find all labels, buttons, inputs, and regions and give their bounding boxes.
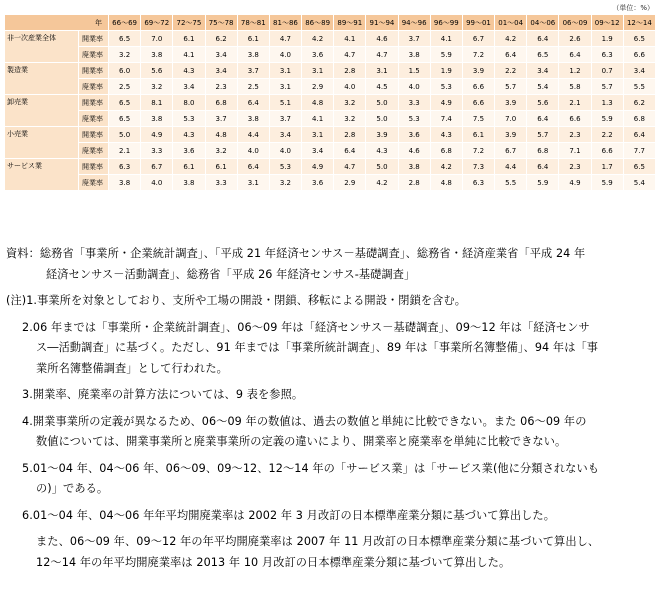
rate-cell: 2.6 — [559, 31, 591, 47]
metric-label: 廃業率 — [79, 79, 109, 95]
rate-cell: 2.3 — [559, 159, 591, 175]
rate-cell: 4.0 — [398, 79, 430, 95]
rate-cell: 7.4 — [430, 111, 462, 127]
rate-cell: 4.1 — [302, 111, 334, 127]
rate-cell: 3.4 — [527, 63, 559, 79]
rate-cell: 6.0 — [109, 63, 141, 79]
rate-cell: 6.4 — [559, 47, 591, 63]
rate-cell: 6.5 — [109, 95, 141, 111]
rate-cell: 5.9 — [430, 47, 462, 63]
rate-cell: 2.9 — [302, 79, 334, 95]
rate-cell: 3.7 — [398, 31, 430, 47]
rate-cell: 6.6 — [462, 79, 494, 95]
rate-cell: 4.2 — [366, 175, 398, 191]
rate-cell: 6.4 — [623, 127, 655, 143]
rate-cell: 4.0 — [141, 175, 173, 191]
rate-cell: 6.7 — [495, 143, 527, 159]
rate-cell: 3.1 — [237, 175, 269, 191]
rate-cell: 6.7 — [141, 159, 173, 175]
rate-cell: 6.4 — [237, 159, 269, 175]
note-1: (注)1.事業所を対象としており、支所や工場の開設・閉鎖、移転による開設・閉鎖を含む。 — [6, 294, 467, 307]
rate-cell: 4.9 — [430, 95, 462, 111]
rate-cell: 4.0 — [269, 143, 301, 159]
rate-cell: 1.3 — [591, 95, 623, 111]
rate-cell: 3.3 — [141, 143, 173, 159]
rate-cell: 6.2 — [623, 95, 655, 111]
table-row — [5, 31, 656, 47]
rate-cell: 7.3 — [462, 159, 494, 175]
rate-cell: 5.7 — [527, 127, 559, 143]
rate-cell: 1.7 — [591, 159, 623, 175]
rate-cell: 6.3 — [109, 159, 141, 175]
rate-cell: 5.7 — [495, 79, 527, 95]
year-header-cell: 86～89 — [302, 15, 334, 31]
rate-cell: 7.0 — [141, 31, 173, 47]
note-2: 2.06 年までは「事業所・企業統計調査」、06～09 年は「経済センサス－基礎調査」、09～12 年は「経済センサ — [22, 320, 590, 334]
rate-cell: 2.8 — [334, 63, 366, 79]
year-header-cell: 96～99 — [430, 15, 462, 31]
rate-cell: 3.1 — [269, 63, 301, 79]
rate-cell: 2.1 — [559, 95, 591, 111]
year-header-cell: 94～96 — [398, 15, 430, 31]
metric-label: 開業率 — [79, 31, 109, 47]
rate-cell: 4.2 — [302, 31, 334, 47]
note-6-cont: また、06～09 年、09～12 年の年平均開廃業率は 2007 年 11 月改訂の日本標準産業分類に基づいて算出し、 — [36, 535, 600, 548]
metric-label: 開業率 — [79, 159, 109, 175]
year-header-cell: 91～94 — [366, 15, 398, 31]
note-2-cont: ス―活動調査」に基づく。ただし、91 年までは「事業所統計調査」、89 年は「事業所名簿整備」、94 年は「事 — [36, 341, 599, 354]
metric-label: 廃業率 — [79, 47, 109, 63]
rate-cell: 6.1 — [173, 31, 205, 47]
rate-cell: 4.4 — [495, 159, 527, 175]
rate-cell: 5.1 — [269, 95, 301, 111]
rate-cell: 4.0 — [269, 47, 301, 63]
note-3: 3.開業率、廃業率の計算方法については、9 表を参照。 — [22, 388, 304, 401]
rate-cell: 5.5 — [623, 79, 655, 95]
rate-cell: 7.7 — [623, 143, 655, 159]
rate-cell: 4.7 — [366, 47, 398, 63]
rate-cell: 8.0 — [173, 95, 205, 111]
rate-cell: 6.6 — [462, 95, 494, 111]
rate-cell: 6.3 — [462, 175, 494, 191]
rate-cell: 4.4 — [237, 127, 269, 143]
rate-cell: 2.1 — [109, 143, 141, 159]
rate-cell: 4.2 — [430, 159, 462, 175]
rate-cell: 6.4 — [527, 111, 559, 127]
rate-cell: 5.7 — [591, 79, 623, 95]
industry-label: 小売業 — [5, 127, 79, 159]
rate-cell: 5.0 — [109, 127, 141, 143]
rate-cell: 3.1 — [302, 127, 334, 143]
rate-cell: 3.7 — [269, 111, 301, 127]
rate-cell: 3.1 — [366, 63, 398, 79]
rate-cell: 3.4 — [302, 143, 334, 159]
year-header-cell: 99～01 — [462, 15, 494, 31]
rate-cell: 6.1 — [462, 127, 494, 143]
rate-cell: 0.7 — [591, 63, 623, 79]
source-line-cont: 経済センサス－活動調査」、総務省「平成 26 年経済センサス-基礎調査」 — [46, 267, 416, 281]
metric-label: 廃業率 — [79, 111, 109, 127]
year-header-cell: 09～12 — [591, 15, 623, 31]
rate-cell: 1.5 — [398, 63, 430, 79]
rate-cell: 3.9 — [495, 95, 527, 111]
rate-cell: 6.5 — [623, 159, 655, 175]
rate-cell: 3.4 — [269, 127, 301, 143]
rate-cell: 5.5 — [495, 175, 527, 191]
rate-cell: 6.4 — [495, 47, 527, 63]
rate-cell: 6.1 — [237, 31, 269, 47]
rate-cell: 1.2 — [559, 63, 591, 79]
rate-cell: 6.8 — [623, 111, 655, 127]
rate-cell: 4.8 — [205, 127, 237, 143]
rate-cell: 4.7 — [334, 47, 366, 63]
rate-cell: 3.8 — [173, 175, 205, 191]
rate-cell: 4.9 — [559, 175, 591, 191]
rate-cell: 4.5 — [366, 79, 398, 95]
rate-cell: 3.2 — [205, 143, 237, 159]
rate-cell: 2.2 — [591, 127, 623, 143]
rate-cell: 3.7 — [205, 111, 237, 127]
table-row — [5, 127, 656, 143]
year-header-cell: 06～09 — [559, 15, 591, 31]
rate-cell: 5.3 — [398, 111, 430, 127]
rate-cell: 6.6 — [559, 111, 591, 127]
rate-cell: 2.3 — [205, 79, 237, 95]
open-close-rate-table — [4, 14, 656, 191]
rate-cell: 3.3 — [205, 175, 237, 191]
rate-cell: 3.1 — [269, 79, 301, 95]
rate-cell: 5.9 — [527, 175, 559, 191]
industry-label: 製造業 — [5, 63, 79, 95]
rate-cell: 4.3 — [173, 127, 205, 143]
rate-cell: 5.0 — [366, 95, 398, 111]
metric-label: 開業率 — [79, 95, 109, 111]
rate-cell: 3.4 — [173, 79, 205, 95]
rate-cell: 3.8 — [398, 47, 430, 63]
rate-cell: 3.9 — [366, 127, 398, 143]
rate-cell: 3.4 — [623, 63, 655, 79]
rate-cell: 6.4 — [527, 31, 559, 47]
rate-cell: 3.4 — [205, 63, 237, 79]
rate-cell: 3.8 — [141, 111, 173, 127]
rate-cell: 1.9 — [591, 31, 623, 47]
rate-cell: 4.3 — [430, 127, 462, 143]
rate-cell: 6.5 — [623, 31, 655, 47]
rate-cell: 5.3 — [430, 79, 462, 95]
rate-cell: 5.8 — [559, 79, 591, 95]
rate-cell: 6.4 — [237, 95, 269, 111]
table-row — [5, 175, 656, 191]
rate-cell: 8.1 — [141, 95, 173, 111]
table-header-row — [5, 15, 656, 31]
rate-cell: 3.3 — [398, 95, 430, 111]
rate-cell: 4.9 — [302, 159, 334, 175]
notes-section — [6, 244, 658, 573]
rate-cell: 7.5 — [462, 111, 494, 127]
rate-cell: 7.0 — [495, 111, 527, 127]
rate-cell: 3.2 — [334, 111, 366, 127]
rate-cell: 3.8 — [237, 111, 269, 127]
rate-cell: 3.8 — [398, 159, 430, 175]
rate-cell: 2.3 — [559, 127, 591, 143]
table-row — [5, 95, 656, 111]
rate-cell: 7.1 — [559, 143, 591, 159]
year-header-cell: 78～81 — [237, 15, 269, 31]
rate-cell: 5.3 — [269, 159, 301, 175]
rate-cell: 5.4 — [623, 175, 655, 191]
table-row — [5, 143, 656, 159]
rate-cell: 4.7 — [269, 31, 301, 47]
rate-cell: 3.2 — [141, 79, 173, 95]
year-header-cell: 75～78 — [205, 15, 237, 31]
rate-cell: 2.8 — [334, 127, 366, 143]
rate-cell: 4.3 — [173, 63, 205, 79]
rate-cell: 4.6 — [366, 31, 398, 47]
rate-cell: 4.8 — [430, 175, 462, 191]
table-row — [5, 159, 656, 175]
rate-cell: 3.9 — [462, 63, 494, 79]
rate-cell: 6.3 — [591, 47, 623, 63]
industry-label: 非一次産業全体 — [5, 31, 79, 63]
rate-cell: 6.7 — [462, 31, 494, 47]
rate-cell: 6.1 — [205, 159, 237, 175]
rate-cell: 6.8 — [430, 143, 462, 159]
rate-cell: 6.5 — [109, 111, 141, 127]
table-row — [5, 47, 656, 63]
note-6-cont: 12～14 年の年平均開廃業率は 2013 年 10 月改訂の日本標準産業分類に基づいて算出した。 — [36, 555, 511, 569]
rate-cell: 5.9 — [591, 175, 623, 191]
rate-cell: 3.2 — [334, 95, 366, 111]
rate-cell: 5.3 — [173, 111, 205, 127]
note-4: 4.開業事業所の定義が異なるため、06～09 年の数値は、過去の数値と単純に比較できない。また 06～09 年の — [22, 414, 587, 428]
rate-cell: 3.6 — [302, 47, 334, 63]
rate-cell: 3.8 — [237, 47, 269, 63]
rate-cell: 4.2 — [495, 31, 527, 47]
metric-label: 開業率 — [79, 63, 109, 79]
note-5-cont: の)」である。 — [36, 482, 109, 495]
rate-cell: 3.2 — [109, 47, 141, 63]
note-5: 5.01～04 年、04～06 年、06～09、09～12、12～14 年の「サービス業」は「サービス業(他に分類されないも — [22, 461, 600, 475]
year-header-cell: 89～91 — [334, 15, 366, 31]
rate-cell: 5.0 — [366, 159, 398, 175]
rate-cell: 4.3 — [366, 143, 398, 159]
industry-label: 卸売業 — [5, 95, 79, 127]
rate-cell: 4.0 — [237, 143, 269, 159]
metric-label: 廃業率 — [79, 175, 109, 191]
metric-label: 開業率 — [79, 127, 109, 143]
rate-cell: 6.1 — [173, 159, 205, 175]
rate-cell: 6.5 — [527, 47, 559, 63]
rate-cell: 2.2 — [495, 63, 527, 79]
rate-cell: 3.7 — [237, 63, 269, 79]
rate-cell: 3.9 — [495, 127, 527, 143]
rate-cell: 6.5 — [109, 31, 141, 47]
rate-cell: 2.8 — [398, 175, 430, 191]
rate-cell: 4.0 — [334, 79, 366, 95]
industry-label: サービス業 — [5, 159, 79, 191]
rate-cell: 6.6 — [623, 47, 655, 63]
rate-cell: 4.1 — [173, 47, 205, 63]
year-header-label: 年 — [5, 15, 109, 31]
year-header-cell: 69～72 — [141, 15, 173, 31]
rate-cell: 7.2 — [462, 47, 494, 63]
rate-cell: 6.4 — [334, 143, 366, 159]
rate-cell: 5.6 — [527, 95, 559, 111]
rate-cell: 7.2 — [462, 143, 494, 159]
table-row — [5, 63, 656, 79]
table-row — [5, 111, 656, 127]
year-header-cell: 72～75 — [173, 15, 205, 31]
rate-cell: 5.4 — [527, 79, 559, 95]
rate-cell: 4.7 — [334, 159, 366, 175]
rate-cell: 5.9 — [591, 111, 623, 127]
metric-label: 廃業率 — [79, 143, 109, 159]
rate-cell: 4.8 — [302, 95, 334, 111]
rate-cell: 3.6 — [173, 143, 205, 159]
rate-cell: 5.0 — [366, 111, 398, 127]
rate-cell: 3.6 — [302, 175, 334, 191]
rate-cell: 5.6 — [141, 63, 173, 79]
rate-cell: 3.8 — [109, 175, 141, 191]
rate-cell: 3.8 — [141, 47, 173, 63]
year-header-cell: 81～86 — [269, 15, 301, 31]
rate-cell: 4.6 — [398, 143, 430, 159]
rate-cell: 3.2 — [269, 175, 301, 191]
year-header-cell: 66～69 — [109, 15, 141, 31]
rate-cell: 6.6 — [591, 143, 623, 159]
note-6: 6.01～04 年、04～06 年年平均開廃業率は 2002 年 3 月改訂の日本標準産業分類に基づいて算出した。 — [22, 508, 555, 522]
unit-label: （単位：%） — [612, 4, 654, 12]
year-header-cell: 12～14 — [623, 15, 655, 31]
rate-cell: 3.6 — [398, 127, 430, 143]
rate-cell: 1.9 — [430, 63, 462, 79]
rate-cell: 2.5 — [237, 79, 269, 95]
rate-cell: 2.5 — [109, 79, 141, 95]
source-line: 資料：総務省「事業所・企業統計調査」、「平成 21 年経済センサス－基礎調査」、総務省・経済産業省「平成 24 年 — [6, 247, 586, 260]
table-row — [5, 79, 656, 95]
rate-cell: 6.8 — [527, 143, 559, 159]
rate-cell: 6.8 — [205, 95, 237, 111]
rate-cell: 3.1 — [302, 63, 334, 79]
rate-cell: 6.4 — [527, 159, 559, 175]
year-header-cell: 01～04 — [495, 15, 527, 31]
note-4-cont: 数値については、開業事業所と廃業事業所の定義の違いにより、開業率と廃業率を単純に比較できない。 — [36, 435, 567, 448]
year-header-cell: 04～06 — [527, 15, 559, 31]
rate-cell: 4.1 — [430, 31, 462, 47]
note-2-cont: 業所名簿整備調査」として行われた。 — [36, 361, 228, 375]
rate-cell: 2.9 — [334, 175, 366, 191]
rate-cell: 4.9 — [141, 127, 173, 143]
rate-cell: 6.2 — [205, 31, 237, 47]
rate-cell: 3.4 — [205, 47, 237, 63]
rate-cell: 4.1 — [334, 31, 366, 47]
